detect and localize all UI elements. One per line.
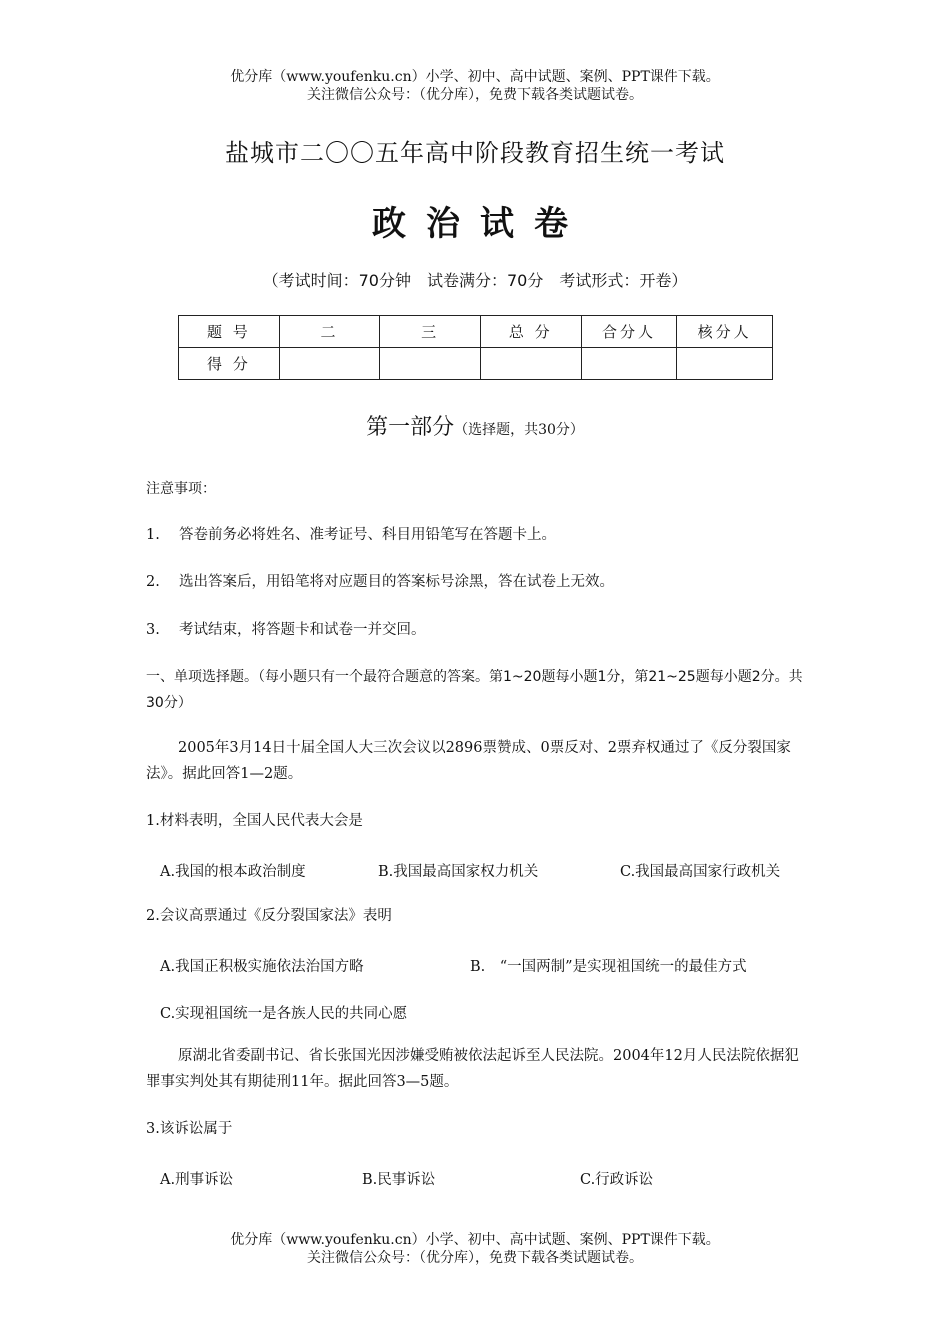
score-row-label: 得 分 — [179, 348, 280, 380]
score-cell-3[interactable] — [380, 348, 481, 380]
exam-title: 盐城市二〇〇五年高中阶段教育招生统一考试 — [225, 139, 725, 167]
score-table-cell: 合分人 — [581, 316, 677, 348]
header-line-1: 优分库（www.youfenku.cn）小学、初中、高中试题、案例、PPT课件下载。 — [230, 69, 720, 85]
notice-item-1: 1. 答卷前务必将姓名、准考证号、科目用铅笔写在答题卡上。 — [146, 527, 556, 543]
part1-note: （选择题，共30分） — [454, 422, 584, 438]
q3-option-c[interactable]: C.行政诉讼 — [580, 1172, 654, 1188]
material-2: 原湖北省委副书记、省长张国光因涉嫌受贿被依法起诉至人民法院。2004年12月人民法院依据犯罪事实判处其有期徒刑11年。据此回答3—5题。 — [146, 1048, 799, 1090]
q1-option-c[interactable]: C.我国最高国家行政机关 — [620, 864, 781, 880]
score-table — [178, 315, 773, 380]
score-cell-adder[interactable] — [581, 348, 677, 380]
q1-option-a[interactable]: A.我国的根本政治制度 — [160, 864, 306, 880]
q1-stem: 1.材料表明，全国人民代表大会是 — [146, 813, 363, 829]
section1-heading: 一、单项选择题。（每小题只有一个最符合题意的答案。第1~20题每小题1分，第21~25题每小题2分。共30分） — [146, 669, 803, 711]
part1-title: 第一部分 — [366, 415, 455, 440]
q2-option-a[interactable]: A.我国正积极实施依法治国方略 — [160, 959, 364, 975]
exam-info: （考试时间：70分钟 试卷满分：70分 考试形式：开卷） — [262, 271, 688, 290]
header-line-2: 关注微信公众号：（优分库），免费下载各类试题试卷。 — [307, 87, 643, 103]
score-table-header-row — [179, 316, 773, 348]
score-table-cell: 三 — [380, 316, 481, 348]
part1-heading — [0, 410, 950, 441]
q2-stem: 2.会议高票通过《反分裂国家法》表明 — [146, 908, 392, 924]
notice-item-3: 3. 考试结束，将答题卡和试卷一并交回。 — [146, 622, 426, 638]
q2-option-c[interactable]: C.实现祖国统一是各族人民的共同心愿 — [160, 1006, 408, 1022]
notice-item-2: 2. 选出答案后，用铅笔将对应题目的答案标号涂黑，答在试卷上无效。 — [146, 574, 614, 590]
score-cell-checker[interactable] — [677, 348, 773, 380]
score-table-cell: 二 — [279, 316, 380, 348]
score-table-cell: 题 号 — [179, 316, 280, 348]
footer-line-2: 关注微信公众号：（优分库），免费下载各类试题试卷。 — [307, 1250, 643, 1266]
q2-option-b[interactable]: B. “一国两制”是实现祖国统一的最佳方式 — [470, 959, 747, 975]
score-cell-2[interactable] — [279, 348, 380, 380]
q3-stem: 3.该诉讼属于 — [146, 1121, 233, 1137]
score-cell-total[interactable] — [480, 348, 581, 380]
q3-option-b[interactable]: B.民事诉讼 — [362, 1172, 436, 1188]
material-1: 2005年3月14日十届全国人大三次会议以2896票赞成、0票反对、2票弃权通过了《反分裂国家法》。据此回答1—2题。 — [146, 740, 791, 782]
score-table-cell: 核分人 — [677, 316, 773, 348]
score-table-score-row — [179, 348, 773, 380]
subject-title: 政治试卷 — [372, 204, 588, 244]
q1-option-b[interactable]: B.我国最高国家权力机关 — [378, 864, 539, 880]
q3-option-a[interactable]: A.刑事诉讼 — [160, 1172, 234, 1188]
footer-line-1: 优分库（www.youfenku.cn）小学、初中、高中试题、案例、PPT课件下载。 — [230, 1232, 720, 1248]
notice-title: 注意事项： — [146, 481, 216, 497]
score-table-cell: 总 分 — [480, 316, 581, 348]
